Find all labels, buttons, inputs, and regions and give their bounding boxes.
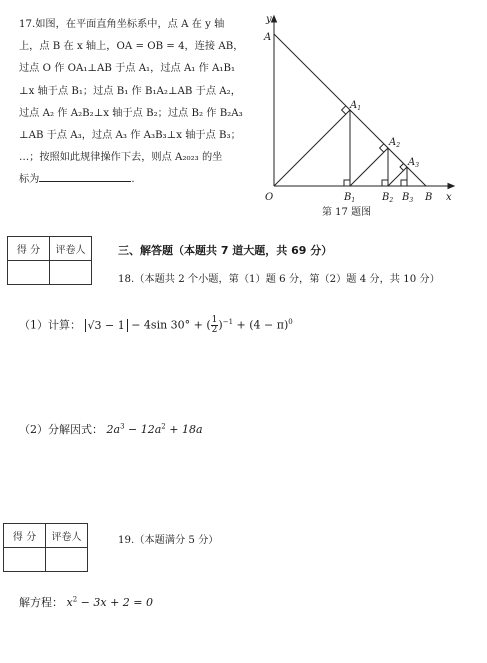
- question-19-equation: [19, 594, 153, 610]
- q17-line: 17.如图，在平面直角坐标系中，点 A 在 y 轴: [19, 19, 225, 30]
- exponent: 2: [72, 595, 78, 604]
- score-cell[interactable]: [4, 548, 46, 572]
- score-header: 得 分: [8, 237, 50, 261]
- label-o: O: [265, 192, 274, 203]
- grader-cell[interactable]: [50, 261, 92, 285]
- label-b1: $B_1$: [344, 192, 356, 204]
- part2-label: （2）分解因式：: [19, 423, 103, 436]
- exponent: 0: [288, 317, 293, 326]
- expr-part: + (4 − π): [233, 318, 289, 332]
- q19-label: 解方程：: [19, 596, 63, 609]
- q17-last-label: 标为: [19, 174, 40, 186]
- right-angle-b3: [401, 180, 407, 186]
- right-angle-a3: [400, 164, 404, 171]
- segment-b2a3: [388, 167, 407, 186]
- expr-part: 2a: [106, 423, 121, 436]
- q17-line: ⊥x 轴于点 B₁；过点 B₁ 作 B₁A₂⊥AB 于点 A₂，: [19, 85, 241, 97]
- q17-line: …；按照如此规律操作下去，则点 A₂₀₂₃ 的坐: [19, 152, 223, 164]
- q17-line: 过点 A₂ 作 A₂B₂⊥x 轴于点 B₂；过点 B₂ 作 B₂A₃: [19, 107, 243, 119]
- q17-line-last: 标为 .: [19, 169, 269, 191]
- score-cell[interactable]: [8, 261, 50, 285]
- score-header: 得 分: [4, 524, 46, 548]
- q17-line: 上，点 B 在 x 轴上，OA = OB = 4，连接 AB，: [19, 41, 244, 53]
- exponent: 2: [161, 422, 166, 431]
- section-title: 三、解答题（本题共 7 道大题，共 69 分）: [118, 244, 333, 257]
- question-17-figure: [262, 8, 462, 206]
- label-y: y: [266, 14, 272, 25]
- question-18-part-1: [19, 316, 293, 335]
- question-18-part-2: [19, 421, 203, 437]
- q17-line: ⊥AB 于点 A₃，过点 A₃ 作 A₃B₃⊥x 轴于点 B₃；: [19, 129, 241, 141]
- label-x: x: [446, 192, 452, 203]
- label-b: B: [425, 192, 433, 203]
- answer-blank[interactable]: [39, 171, 131, 182]
- score-box-18: [7, 236, 92, 285]
- right-angle-a2: [380, 144, 384, 152]
- abs-value-expr: √3 − 1: [85, 319, 128, 332]
- y-axis-arrow: [272, 16, 277, 22]
- question-19-header: 19.（本题满分 5 分）: [118, 535, 219, 546]
- grader-header: 评卷人: [46, 524, 88, 548]
- expr-part: ): [218, 318, 223, 332]
- expr-part: − 3x + 2 = 0: [77, 596, 154, 609]
- q17-line: 过点 O 作 OA₁⊥AB 于点 A₁，过点 A₁ 作 A₁B₁: [19, 63, 236, 75]
- expr-part: − 4sin 30° + (: [127, 318, 211, 332]
- score-box-19: [3, 523, 88, 572]
- right-angle-b1: [344, 180, 350, 186]
- label-a1: $A_1$: [350, 100, 362, 112]
- figure-caption: 第 17 题图: [322, 207, 372, 218]
- grader-header: 评卷人: [50, 237, 92, 261]
- expr-part: − 12a: [124, 423, 162, 436]
- label-b3: $B_3$: [402, 192, 414, 204]
- exponent: 3: [120, 422, 125, 431]
- exponent: −1: [222, 317, 234, 326]
- right-angle-a1: [342, 106, 346, 114]
- fraction-numerator: 1: [211, 315, 218, 325]
- part1-label: （1）计算：: [19, 318, 81, 332]
- label-a: A: [264, 32, 272, 43]
- x-axis-arrow: [448, 184, 454, 189]
- fraction-denominator: 2: [211, 325, 218, 335]
- label-b2: $B_2$: [382, 192, 394, 204]
- right-angle-b2: [382, 180, 388, 186]
- question-18-header: 18.（本题共 2 个小题，第（1）题 6 分，第（2）题 4 分，共 10 分）: [118, 274, 440, 285]
- label-a3: $A_3$: [408, 157, 420, 169]
- expr-part: x: [66, 596, 73, 609]
- label-a2: $A_2$: [389, 137, 401, 149]
- grader-cell[interactable]: [46, 548, 88, 572]
- question-17-text: [19, 14, 272, 192]
- segment-oa1: [274, 110, 350, 186]
- expr-part: + 18a: [165, 423, 203, 436]
